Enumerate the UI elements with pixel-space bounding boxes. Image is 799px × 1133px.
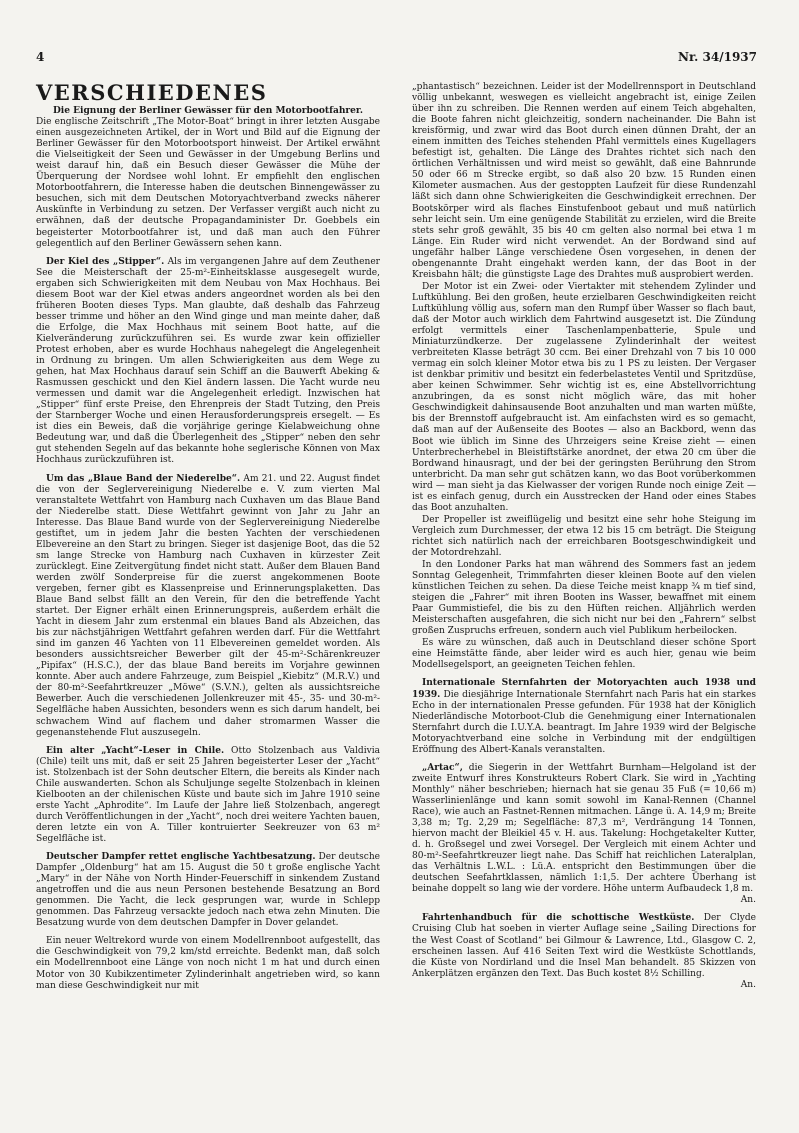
article-stipper [36,257,380,467]
article-sternfahrten [412,678,756,755]
article-berlin-title: Die Eignung der Berliner Gewässer für den Motorbootfahrer. [52,106,364,116]
article-chile-body: Otto Stolzenbach aus Valdivia (Chile) teilt uns mit, daß er seit 25 Jahren begeisterter Leser der „Yacht“ ist. Stolzenbach ist der Sohn deutscher Eltern, die bereits als Kinder nach Chile auswanderten. Schon als Schuljunge segelte Stolzenbach in kleinen Kielbooten an der chilenischen Küste und baute sich im Jahre 1910 seine erste Yacht „Aphrodite“. Im Laufe der Jahre ließ Stolzenbach, angeregt durch Veröffentlichungen in der „Yacht“, noch drei weitere Yachten bauen, deren letzte ein von A. Tiller kontruierter Seekreuzer von 63 m² Segelfläche ist. [36,745,380,844]
issue-number: Nr. 34/1937 [677,50,757,64]
article-chile-title: Ein alter „Yacht“-Leser in Chile. [46,745,225,756]
article-stipper-body: Als im vergangenen Jahre auf dem Zeuthener See die Meisterschaft der 25-m²-Einheitsklasse ausgesegelt wurde, ergaben sich Schwierigkeiten mit dem Neubau von Max Hochhaus. Bei diesem Boot war der Kiel etwas anders angeordnet worden als bei den früheren Booten dieses Typs. Man glaubte, daß deshalb das Fahrzeug besser trimme und höher an den Wind ginge und man meinte daher, daß die Erfolge, die Max Hochhaus mit seinem Boot hatte, auf die Kielveränderung zurückzuführen sei. Es wurde zwar kein offizieller Protest erhoben, aber es wurde Hochhaus nahegelegt die Angelegenheit in Ordnung zu bringen. Um allen Schwierigkeiten aus dem Wege zu gehen, hat Max Hochhaus darauf sein Schiff an die Bauwerft Abeking & Rasmussen geschickt und den Kiel ändern lassen. Die Yacht wurde neu vermessen und damit war die Angelegenheit erledigt. Inzwischen hat „Stipper“ fünf erste Preise, den Ehrenpreis der Stadt Tutzing, den Preis der Starnberger Woche und einen Herausforderungspreis ersegelt. — Es ist dies ein Beweis, daß die vorjährige geringe Kielabweichung ohne Bedeutung war, und daß die Überlegenheit des „Stipper“ neben den sehr gut stehenden Segeln auf das bekannte hohe seglerische Können von Max Hochhaus zurückzuführen ist. [36,256,380,466]
article-artac [412,763,756,907]
left-column [36,106,380,1116]
article-blaue-band-title: Um das „Blaue Band der Niederelbe“. [46,473,241,484]
right-column [412,82,756,1122]
article-berlin-body: Die englische Zeitschrift „The Motor-Boat“ bringt in ihrer letzten Ausgabe einen ausgezeichneten Artikel, der in Wort und Bild auf die Eignung der Berliner Gewässer für den Motorbootsport hinweist. Der Artikel erwähnt die Vielseitigkeit der Seen und Gewässer in der Umgebung Berlins und weist darauf hin, daß ein Besuch dieser Gewässer die Mühe der Überquerung der Nordsee wohl lohnt. Er empfiehlt den englischen Motorbootfahrern, die Interesse haben die deutschen Binnengewässer zu besuchen, sich mit dem Deutschen Motoryachtverband zwecks näherer Auskünfte in Verbindung zu setzen. Der Verfasser vergißt auch nicht zu erwähnen, daß der deutsche Propagandaminister Dr. Goebbels ein begeisterter Motorbootfahrer ist, und daß man auch den Führer gelegentlich auf den Berliner Gewässern sehen kann. [36,117,380,249]
article-blaue-band-body: Am 21. und 22. August findet die von der Seglervereinigung Niederelbe e. V. zum vierten Mal veranstaltete Wettfahrt von Hamburg nach Cuxhaven um das Blaue Band der Niederelbe statt. Diese Wettfahrt gewinnt von Jahr zu Jahr an Interesse. Das Blaue Band wurde von der Seglervereinigung Niederelbe gestiftet, um in jedem Jahr die besten Yachten der verschiedenen Elbevereine an den Start zu bringen. Sieger ist dasjenige Boot, das die 52 sm lange Strecke von Hamburg nach Cuxhaven in kürzester Zeit zurücklegt. Eine Zeitvergütung findet nicht statt. Außer dem Blauen Band werden zwölf Sonderpreise für die zuerst angekommenen Boote vergeben, ferner gibt es Klassenpreise und Erinnerungsplaketten. Das Blaue Band selbst fällt an den Verein, für den die betreffende Yacht startet. Der Eigner erhält einen Erinnerungspreis, außerdem erhält die Yacht in diesem Jahr zum erstenmal ein blaues Band als Abzeichen, das bis zur nächstjährigen Wettfahrt gefahren werden darf. Für die Wettfahrt sind im ganzen 46 Yachten von 11 Elbevereinen gemeldet worden. Als besonders aussichtsreicher Bewerber gilt der 45-m²-Schärenkreuzer „Pipifax“ (H.S.C.), der das blaue Band bereits im Vorjahre gewinnen konnte. Aber auch andere Fahrzeuge, zum Beispiel „Kiebitz“ (M.R.V.) und der 80-m²-Seefahrtkreuzer „Möwe“ (S.V.N.), gelten als aussichtsreiche Bewerber. Auch die verschiedenen Jollenkreuzer mit 45-, 35- und 30-m²-Segelfläche haben Aussichten, besonders wenn es sich darum handelt, bei schwachem Wind auf flachem und daher stromarmen Wasser die gegenanstehende Flut auszusegeln. [36,473,380,738]
article-sternfahrten-title: Internationale Sternfahrten der Motoryachten auch 1938 und 1939. [412,678,756,700]
weltrekord-wish: Es wäre zu wünschen, daß auch in Deutschland dieser schöne Sport eine Heimstätte fände, aber leider wird es auch hier, genau wie beim Modellsegelsport, an geeigneten Teichen fehlen. [412,638,756,671]
article-fahrtenhandbuch-signature: An. [740,979,756,990]
article-dampfer [36,852,380,929]
article-stipper-title: Der Kiel des „Stipper“. [46,256,165,267]
article-artac-title: „Artac“, [422,762,463,773]
weltrekord-continued: „phantastisch“ bezeichnen. Leider ist der Modellrennsport in Deutschland völlig unbekannt, weswegen es vielleicht angebracht ist, einige Zeilen über ihn zu schreiben. Die Rennen werden auf einem Teich abgehalten, die Boote fahren nicht gleichzeitig, sondern nacheinander. Die Bahn ist kreisförmig, und zwar wird das Boot durch einen dünnen Draht, der an einem inmitten des Teiches stehenden Pfahl vermittels eines Kugellagers befestigt ist, gehalten. Die Länge des Drahtes richtet sich nach den örtlichen Verhältnissen und wird meist so gewählt, daß eine Bahnrunde 50 oder 66 m Strecke ergibt, so daß also 20 bzw. 15 Runden einen Kilometer ausmachen. Aus der gestoppten Laufzeit für diese Rundenzahl läßt sich dann ohne Schwierigkeiten die Geschwindigkeit errechnen. Der Bootskörper wird als flaches Einstufenboot gebaut und muß natürlich sehr leicht sein. Um eine genügende Stabilität zu erzielen, wird die Breite stets sehr groß gewählt, 35 bis 40 cm gelten also normal bei etwa 1 m Länge. Ein Ruder wird nicht verwendet. An der Bordwand sind auf ungefähr halber Länge verschiedene Ösen vorgesehen, in denen der obengenannte Draht eingehakt werden kann, der das Boot in der Kreisbahn hält; die günstigste Lage des Drahtes muß ausprobiert werden. [412,82,756,280]
weltrekord-london: In den Londoner Parks hat man während des Sommers fast an jedem Sonntag Gelegenheit, Trimmfahrten dieser kleinen Boote auf den vielen künstlichen Teichen zu sehen. Da diese Teiche meist knapp ¾ m tief sind, steigen die „Fahrer“ mit ihren Booten ins Wasser, bewaffnet mit einem Paar Gummistiefel, die bis zu den Hüften reichen. Alljährlich werden Meisterschaften ausgefahren, die sich nicht nur bei den „Fahrern“ selbst großen Zuspruchs erfreuen, sondern auch viel Publikum herbeilocken. [412,560,756,637]
weltrekord-motor: Der Motor ist ein Zwei- oder Viertakter mit stehendem Zylinder und Luftkühlung. Bei den großen, heute erzielbaren Geschwindigkeiten reicht Luftkühlung völlig aus, sofern man den Rumpf über Wasser so flach baut, daß der Motor auch wirklich dem Fahrtwind ausgesetzt ist. Die Zündung erfolgt vermittels einer Taschenlampenbatterie, Spule und Miniaturzündkerze. Der zugelassene Zylinderinhalt der weitest verbreiteten Klasse beträgt 30 ccm. Bei einer Drehzahl von 7 bis 10 000 vermag ein solch kleiner Motor etwa bis zu 1 PS zu leisten. Der Vergaser ist denkbar primitiv und besitzt ein federbelastetes Ventil und Spritzdüse, aber keinen Schwimmer. Sehr wichtig ist es, eine Abstellvorrichtung anzubringen, da es sonst nicht möglich wäre, das mit hoher Geschwindigkeit dahinsausende Boot anzuhalten und man warten müßte, bis der Brennstoff aufgebraucht ist. Am einfachsten wird es so gemacht, daß man auf der Außenseite des Bootes — also an Backbord, wenn das Boot wie üblich im Sinne des Uhrzeigers seine Kreise zieht — einen Unterbrecherhebel in Bleistiftstärke anordnet, der etwa 20 cm über die Bordwand hinausragt, und der bei der geringsten Berührung den Strom unterbricht. Da man sehr gut schätzen kann, wo das Boot vorüberkommen wird — man sieht ja das Kielwasser der vorigen Runde noch einige Zeit — ist es einfach genug, durch ein Ausstrecken der Hand oder eines Stabes das Boot anzuhalten. [412,281,756,513]
article-fahrtenhandbuch [412,913,756,990]
article-sternfahrten-body: Die diesjährige Internationale Sternfahrt nach Paris hat ein starkes Echo in der internationalen Presse gefunden. Für 1938 hat der Königlich Niederländische Motorboot-Club die Genehmigung einer Internationalen Sternfahrt durch die I.U.Y.A. beantragt. Im Jahre 1939 wird der Belgische Motoryachtverband eine solche in Verbindung mit der endgültigen Eröffnung des Albert-Kanals veranstalten. [412,689,756,755]
page-number: 4 [36,50,45,64]
article-dampfer-body: Der deutsche Dampfer „Oldenburg“ hat am 15. August die 50 t große englische Yacht „Mary“ in der Nähe von North Hinder-Feuerschiff in sinkendem Zustand angetroffen und die aus neun Personen bestehende Besatzung an Bord genommen. Die Yacht, die leck gesprungen war, wurde in Schlepp genommen. Das Fahrzeug versackte jedoch nach etwa zehn Minuten. Die Besatzung wurde von dem deutschen Dampfer in Dover gelandet. [36,852,380,929]
section-title: VERSCHIEDENES [36,80,268,105]
article-weltrekord: Ein neuer Weltrekord wurde von einem Modellrennboot aufgestellt, das die Geschwindigkeit von 79,2 km/std erreichte. Bedenkt man, daß solch ein Modellrennboot eine Länge von noch nicht 1 m hat und durch einen Motor von 30 Kubikzentimeter Zylinderinhalt angetrieben wird, so kann man diese Geschwindigkeit nur mit [36,936,380,991]
weltrekord-propeller: Der Propeller ist zweiflügelig und besitzt eine sehr hohe Steigung im Vergleich zum Durchmesser, der etwa 12 bis 15 cm beträgt. Die Steigung richtet sich natürlich nach der erreichbaren Bootsgeschwindigkeit und der Motordrehzahl. [412,514,756,558]
article-artac-signature: An. [740,895,756,906]
article-blaue-band [36,474,380,739]
article-chile [36,746,380,845]
article-artac-body: die Siegerin in der Wettfahrt Burnham—Helgoland ist der zweite Entwurf ihres Konstrukteurs Robert Clark. Sie wird in „Yachting Monthly“ näher beschrieben; hiernach hat sie genau 35 Fuß (= 10,66 m) Wasserlinienlänge und kann somit sowohl im Kanal-Rennen (Channel Race), wie auch an Fastnet-Rennen mitmachen. Länge ü. A. 14,9 m; Breite 3,38 m; Tg. 2,29 m; Segelfläche: 87,3 m², Verdrängung 14 Tonnen, hiervon macht der Bleikiel 45 v. H. aus. Takelung: Hochgetakelter Kutter, d. h. Großsegel und zwei Vorsegel. Der Vergleich mit einem Achter und 80-m²-Seefahrtkreuzer liegt nahe. Das Schiff hat reichlichen Lateralplan, das Verhältnis L.W.L. : Lü.A. entspricht den Bestimmungen über die deutschen Seefahrtklassen, nämlich 1:1,5. Der achtere Überhang ist beinahe doppelt so lang wie der vordere. Höhe unterm Aufbaudeck 1,8 m. [412,762,756,895]
article-fahrtenhandbuch-body: Der Clyde Cruising Club hat soeben in vierter Auflage seine „Sailing Directions for the West Coast of Scotland“ bei Gilmour & Lawrence, Ltd., Glasgow C. 2, erscheinen lassen. Auf 416 Seiten Text wird die Westküste Schottlands, die Küste von Nordirland und die Insel Man behandelt. 85 Skizzen von Ankerplätzen ergänzen den Text. Das Buch kostet 8½ Schilling. [412,913,756,979]
article-fahrtenhandbuch-title: Fahrtenhandbuch für die schottische Westküste. [422,913,695,924]
article-dampfer-title: Deutscher Dampfer rettet englische Yachtbesatzung. [46,852,316,863]
